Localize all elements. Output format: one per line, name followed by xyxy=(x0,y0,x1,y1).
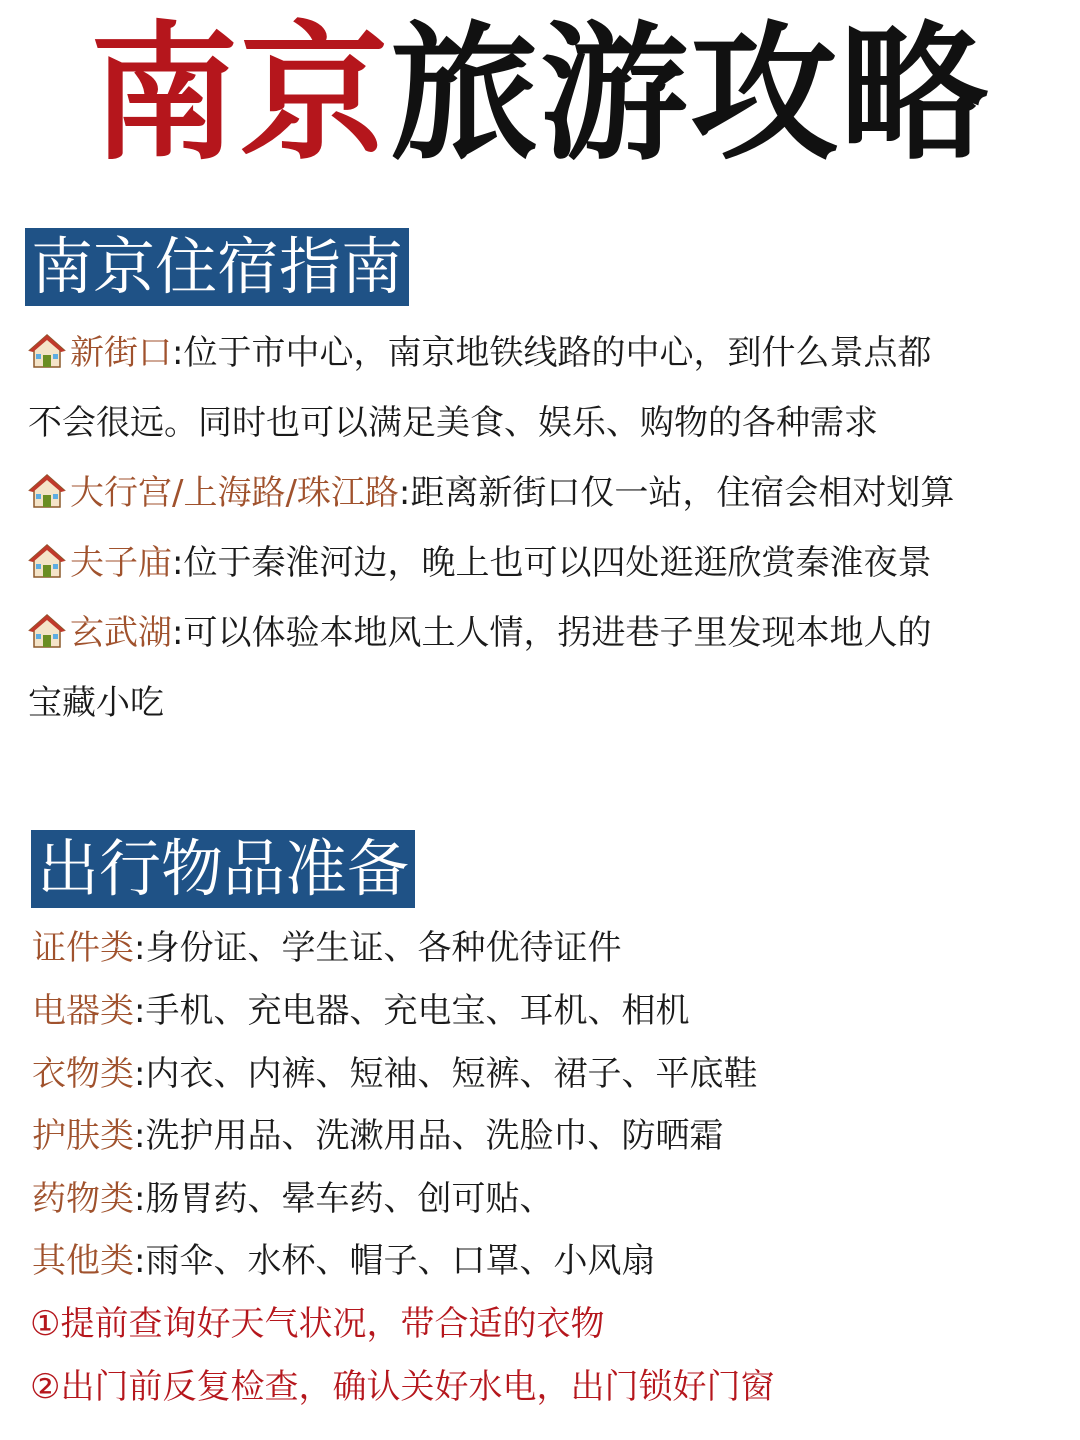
packing-item xyxy=(32,976,1062,1046)
separator: : xyxy=(172,613,184,653)
lodging-item-daxinggong xyxy=(28,458,1058,528)
packing-list: 身份证、学生证、各种优待证件 xyxy=(145,928,622,968)
packing-category: 药物类 xyxy=(32,1179,134,1219)
lodging-desc: 不会很远。同时也可以满足美食、娱乐、购物的各种需求 xyxy=(28,403,878,443)
lodging-item-xinjiekou-cont xyxy=(28,388,1058,458)
packing-list: 洗护用品、洗漱用品、洗脸巾、防晒霜 xyxy=(145,1116,724,1156)
page-title xyxy=(0,8,1080,180)
packing-list: 肠胃药、晕车药、创可贴、 xyxy=(145,1179,554,1219)
tip-weather: ①提前查询好天气状况，带合适的衣物 xyxy=(30,1304,605,1344)
packing-category: 其他类 xyxy=(32,1241,134,1281)
lodging-place: 玄武湖 xyxy=(70,613,172,653)
lodging-item-xuanwuhu xyxy=(28,598,1058,668)
separator: : xyxy=(134,928,146,968)
packing-category: 护肤类 xyxy=(32,1116,134,1156)
page-title-topic: 旅游攻略 xyxy=(390,8,990,180)
lodging-desc: 位于秦淮河边，晚上也可以四处逛逛欣赏秦淮夜景 xyxy=(183,543,932,583)
house-icon xyxy=(28,473,66,509)
lodging-desc: 距离新街口仅一站，住宿会相对划算 xyxy=(410,473,955,513)
separator: : xyxy=(134,1179,146,1219)
lodging-item-xinjiekou xyxy=(28,318,1058,388)
tip-check-home: ②出门前反复检查，确认关好水电，出门锁好门窗 xyxy=(30,1367,775,1407)
separator: : xyxy=(398,473,411,513)
packing-item xyxy=(32,1226,1062,1296)
separator: : xyxy=(172,333,184,373)
packing-category: 证件类 xyxy=(32,928,134,968)
separator: : xyxy=(134,1054,146,1094)
lodging-place: 新街口 xyxy=(70,333,172,373)
lodging-section-header: 南京住宿指南 xyxy=(25,228,409,306)
house-icon xyxy=(28,543,66,579)
packing-list: 雨伞、水杯、帽子、口罩、小风扇 xyxy=(145,1241,656,1281)
packing-item xyxy=(32,1101,1062,1171)
page-title-city: 南京 xyxy=(90,8,390,180)
lodging-item-fuzimiao xyxy=(28,528,1058,598)
separator: : xyxy=(134,991,146,1031)
packing-item xyxy=(32,913,1062,983)
lodging-desc: 宝藏小吃 xyxy=(28,683,164,723)
lodging-place: 夫子庙 xyxy=(70,543,172,583)
packing-item xyxy=(32,1164,1062,1234)
separator: : xyxy=(134,1116,146,1156)
packing-section-header: 出行物品准备 xyxy=(31,830,415,908)
packing-category: 衣物类 xyxy=(32,1054,134,1094)
packing-category: 电器类 xyxy=(32,991,134,1031)
lodging-desc: 可以体验本地风土人情，拐进巷子里发现本地人的 xyxy=(183,613,932,653)
packing-list: 内衣、内裤、短袖、短裤、裙子、平底鞋 xyxy=(145,1054,758,1094)
packing-item xyxy=(32,1039,1062,1109)
lodging-desc: 位于市中心，南京地铁线路的中心，到什么景点都 xyxy=(183,333,932,373)
separator: : xyxy=(134,1241,146,1281)
packing-list: 手机、充电器、充电宝、耳机、相机 xyxy=(145,991,690,1031)
house-icon xyxy=(28,333,66,369)
lodging-item-xuanwuhu-cont xyxy=(28,668,1058,738)
separator: : xyxy=(172,543,184,583)
house-icon xyxy=(28,613,66,649)
lodging-place: 大行宫/上海路/珠江路 xyxy=(70,473,399,513)
